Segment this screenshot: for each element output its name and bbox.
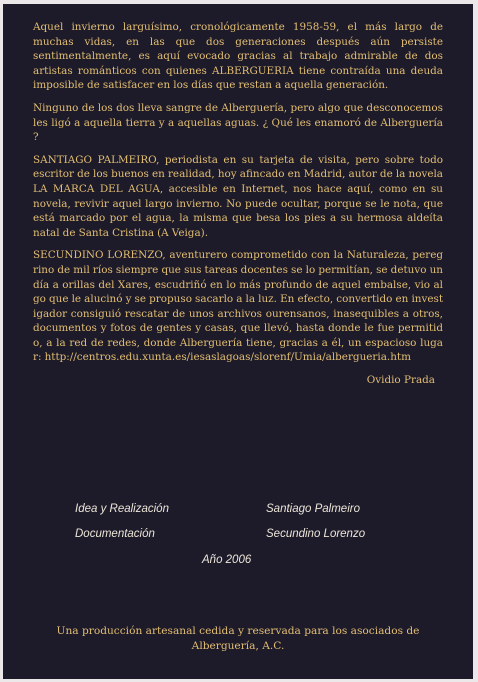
- credit-doc-label: Documentación: [75, 528, 155, 540]
- back-cover: [3, 4, 473, 679]
- intro-paragraph: Aquel invierno larguísimo, cronológicamente 1958-59, el más largo de muchas vidas, en las que dos generaciones después aún persiste sentimentalmente, es aquí evocado gracias al trabajo admirable de dos artistas románticos con quienes ALBERGUERIA tiene contraída una deuda imposible de satisfacer en los días que restan a aquella generación.: [33, 21, 443, 92]
- signature: Ovidio Prada: [366, 374, 435, 387]
- question-paragraph: Ninguno de los dos lleva sangre de Alberguería, pero algo que desconocemos les ligó a aquella tierra y a aquellas aguas. ¿ Qué les enamoró de Alberguería ?: [33, 101, 443, 144]
- credit-idea-value: Santiago Palmeiro: [266, 503, 360, 515]
- credit-idea-label: Idea y Realización: [75, 503, 169, 515]
- credit-doc-value: Secundino Lorenzo: [266, 528, 366, 540]
- credit-year: Año 2006: [202, 554, 252, 566]
- palmeiro-paragraph: SANTIAGO PALMEIRO, periodista en su tarjeta de visita, pero sobre todo escritor de los buenos en realidad, hoy afincado en Madrid, autor de la novela LA MARCA DEL AGUA, accesible en Internet, nos hace aquí, como en su novela, revivir aquel largo invierno. No puede ocultar, porque se le nota, que está marcado por el agua, la misma que besa los pies a su hermosa aldeíta natal de Santa Cristina (A Veiga).: [33, 153, 443, 239]
- footer-note: Una producción artesanal cedida y reservada para los asociados de Alberguería, A.C.: [56, 625, 420, 652]
- lorenzo-paragraph: SECUNDINO LORENZO, aventurero comprometido con la Naturaleza, peregrino de mil ríos siempre que sus tareas docentes se lo permitían, se detuvo un día a orillas del Xares, escudriñó en lo más profundo de aquel embalse, vio algo que le alucinó y se propuso sacarlo a la luz. En efecto, convertido en investigador consiguió rescatar de unos archivos ourensanos, inasequibles a otros, documentos y fotos de gentes y casas, que llevó, hasta donde le fue permitido, a la red de redes, donde Alberguería tiene, gracias a él, un espacioso lugar: http://centros.edu.xunta.es/iesaslagoas/slorenf/Umia/albergueria.htm: [33, 249, 443, 364]
